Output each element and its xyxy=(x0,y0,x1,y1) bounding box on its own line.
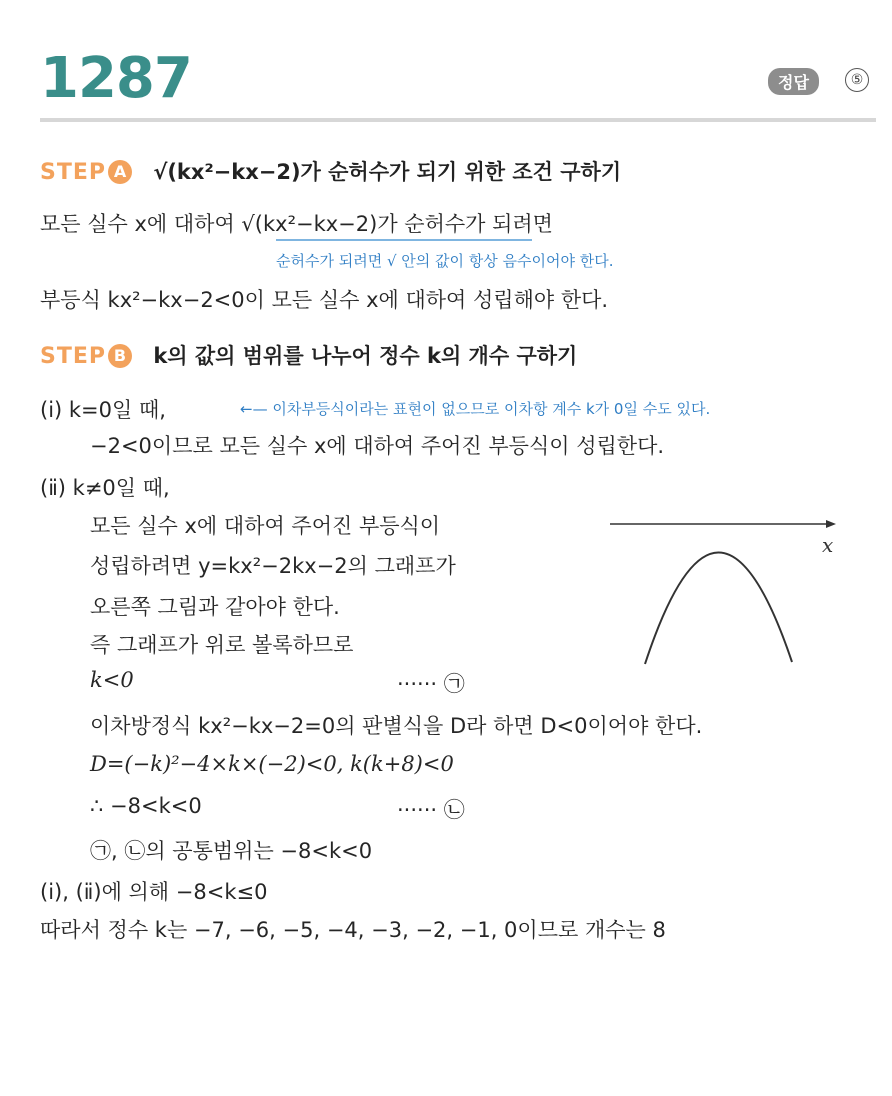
step-a-letter: A xyxy=(108,160,132,184)
step-a-line1: 모든 실수 x에 대하여 √(kx²−kx−2)가 순허수가 되려면 xyxy=(40,212,553,236)
case2-line6: 이차방정식 kx²−kx−2=0의 판별식을 D라 하면 D<0이어야 한다. xyxy=(90,714,703,738)
step-b-heading xyxy=(40,340,577,370)
case1-body: −2<0이므로 모든 실수 x에 대하여 주어진 부등식이 성립한다. xyxy=(90,434,665,458)
case1-note: ←— 이차부등식이라는 표현이 없으므로 이차항 계수 k가 0일 수도 있다. xyxy=(240,400,711,418)
x-axis-arrow xyxy=(826,520,836,528)
case2-line7: D=(−k)²−4×k×(−2)<0, k(k+8)<0 xyxy=(90,752,454,776)
x-axis-label: x xyxy=(822,533,834,557)
step-b-letter: B xyxy=(108,344,132,368)
case2-line2: 성립하려면 y=kx²−2kx−2의 그래프가 xyxy=(90,554,456,578)
step-a-tag: STEP xyxy=(40,160,107,185)
conclusion: 따라서 정수 k는 −7, −6, −5, −4, −3, −2, −1, 0이므로 개수는 8 xyxy=(40,918,666,942)
parabola-graph xyxy=(600,512,850,672)
answer-value: ⑤ xyxy=(845,68,869,92)
case2-label: (ⅱ) k≠0일 때, xyxy=(40,476,170,500)
step-a-line2: 부등식 kx²−kx−2<0이 모든 실수 x에 대하여 성립해야 한다. xyxy=(40,288,609,312)
combined-result: (ⅰ), (ⅱ)에 의해 −8<k≤0 xyxy=(40,880,268,904)
case2-line4: 즉 그래프가 위로 볼록하므로 xyxy=(90,633,354,657)
step-b-title: k의 값의 범위를 나누어 정수 k의 개수 구하기 xyxy=(153,344,578,368)
step-a-title: √(kx²−kx−2)가 순허수가 되기 위한 조건 구하기 xyxy=(153,160,622,184)
case2-line1: 모든 실수 x에 대하여 주어진 부등식이 xyxy=(90,514,441,538)
step-a-heading xyxy=(40,156,621,186)
note-underline xyxy=(276,239,532,241)
case2-mark1: ······ ㉠ xyxy=(397,672,465,696)
case2-line5: k<0 xyxy=(90,668,134,692)
answer-badge: 정답 xyxy=(768,68,819,95)
case2-line8: ∴ −8<k<0 xyxy=(90,794,202,818)
case2-line9: ㉠, ㉡의 공통범위는 −8<k<0 xyxy=(90,839,373,863)
parabola-curve xyxy=(645,552,792,664)
step-b-tag: STEP xyxy=(40,344,107,369)
problem-number: 1287 xyxy=(40,46,192,111)
case2-mark2: ······ ㉡ xyxy=(397,798,465,822)
case2-line3: 오른쪽 그림과 같아야 한다. xyxy=(90,595,340,619)
step-a-note: 순허수가 되려면 √ 안의 값이 항상 음수이어야 한다. xyxy=(276,252,614,270)
header-divider xyxy=(40,118,876,122)
case1-label: (ⅰ) k=0일 때, xyxy=(40,398,166,422)
